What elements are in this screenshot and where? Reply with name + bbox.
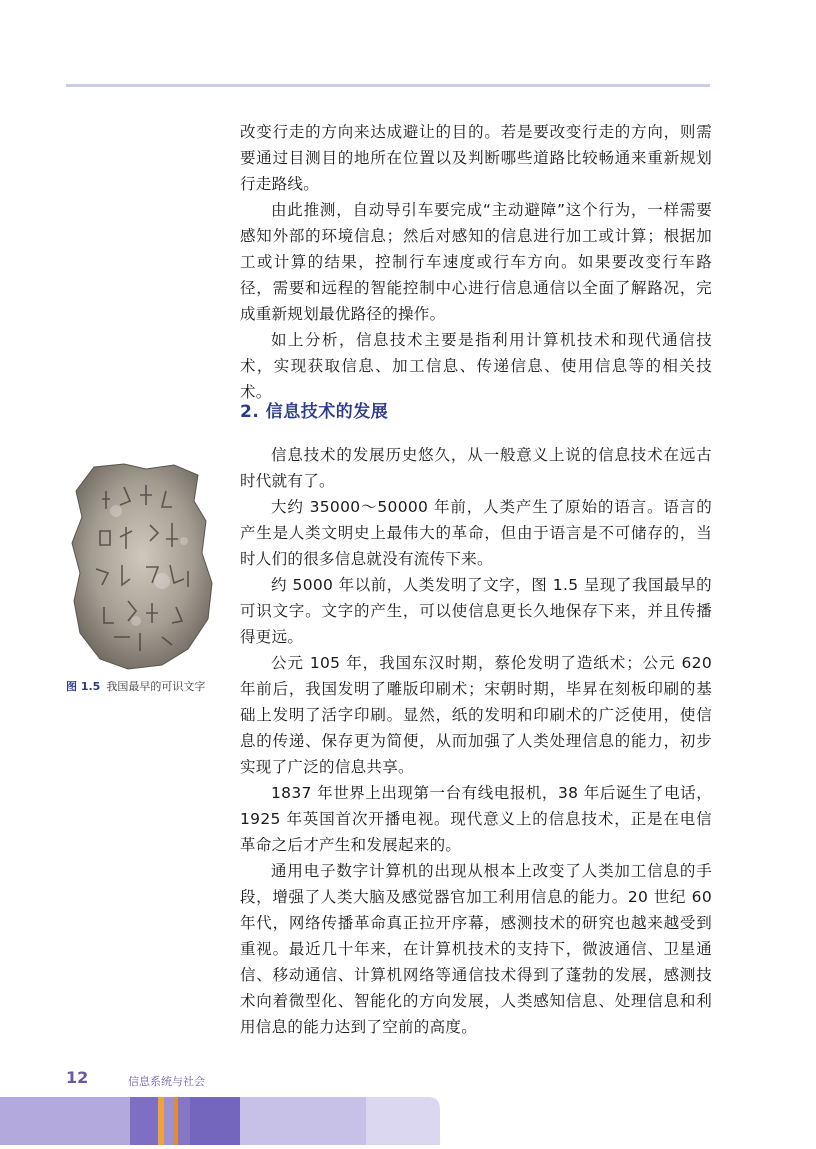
paragraph: 通用电子数字计算机的出现从根本上改变了人类加工信息的手段，增强了人类大脑及感觉器官加工利用信息的能力。20 世纪 60 年代，网络传播革命真正拉开序幕，感测技术的研究也越来越受到重视。最近几十年来，在计算机技术的支持下，微波通信、卫星通信、移动通信、计算机网络等通信技术得到了蓬勃的发展，感测技术向着微型化、智能化的方向发展，人类感知信息、处理信息和利用信息的能力达到了空前的高度。: [240, 862, 712, 1036]
paragraph: 如上分析，信息技术主要是指利用计算机技术和现代通信技术，实现获取信息、加工信息、传递信息、使用信息等的相关技术。: [240, 331, 712, 401]
oracle-bone-inscription-image: [66, 461, 217, 675]
page-number: 12: [66, 1068, 89, 1087]
paragraph: 约 5000 年以前，人类发明了文字，图 1.5 呈现了我国最早的可识文字。文字的产生，可以使信息更长久地保存下来，并且传播得更远。: [240, 576, 712, 646]
history-text-block: [240, 442, 712, 1040]
header-rule: [66, 84, 710, 87]
figure-number: 图 1.5: [66, 680, 101, 693]
paragraph: 由此推测，自动导引车要完成“主动避障”这个行为，一样需要感知外部的环境信息；然后对感知的信息进行加工或计算；根据加工或计算的结果，控制行车速度或行车方向。如果要改变行车路径，需要和远程的智能控制中心进行信息通信以全面了解路况，完成重新规划最优路径的操作。: [240, 201, 712, 323]
running-footer-title: 信息系统与社会: [128, 1075, 205, 1088]
section-heading: 2. 信息技术的发展: [240, 402, 389, 422]
paragraph: 信息技术的发展历史悠久，从一般意义上说的信息技术在远古时代就有了。: [240, 446, 712, 490]
figure-caption: [66, 678, 236, 694]
figure-caption-text: 我国最早的可识文字: [106, 680, 206, 693]
paragraph: 改变行走的方向来达成避让的目的。若是要改变行走的方向，则需要通过目测目的地所在位置以及判断哪些道路比较畅通来重新规划行走路线。: [240, 123, 712, 193]
paragraph: 1837 年世界上出现第一台有线电报机，38 年后诞生了电话，1925 年英国首次开播电视。现代意义上的信息技术，正是在电信革命之后才产生和发展起来的。: [240, 784, 712, 854]
footer-color-band: [0, 1097, 440, 1145]
paragraph: 大约 35000～50000 年前，人类产生了原始的语言。语言的产生是人类文明史上最伟大的革命，但由于语言是不可储存的，当时人们的很多信息就没有流传下来。: [240, 498, 712, 568]
intro-text-block: [240, 119, 712, 405]
paragraph: 公元 105 年，我国东汉时期，蔡伦发明了造纸术；公元 620 年前后，我国发明了雕版印刷术；宋朝时期，毕昇在刻板印刷的基础上发明了活字印刷。显然，纸的发明和印刷术的广泛使用，使信息的传递、保存更为简便，从而加强了人类处理信息的能力，初步实现了广泛的信息共享。: [240, 654, 712, 776]
